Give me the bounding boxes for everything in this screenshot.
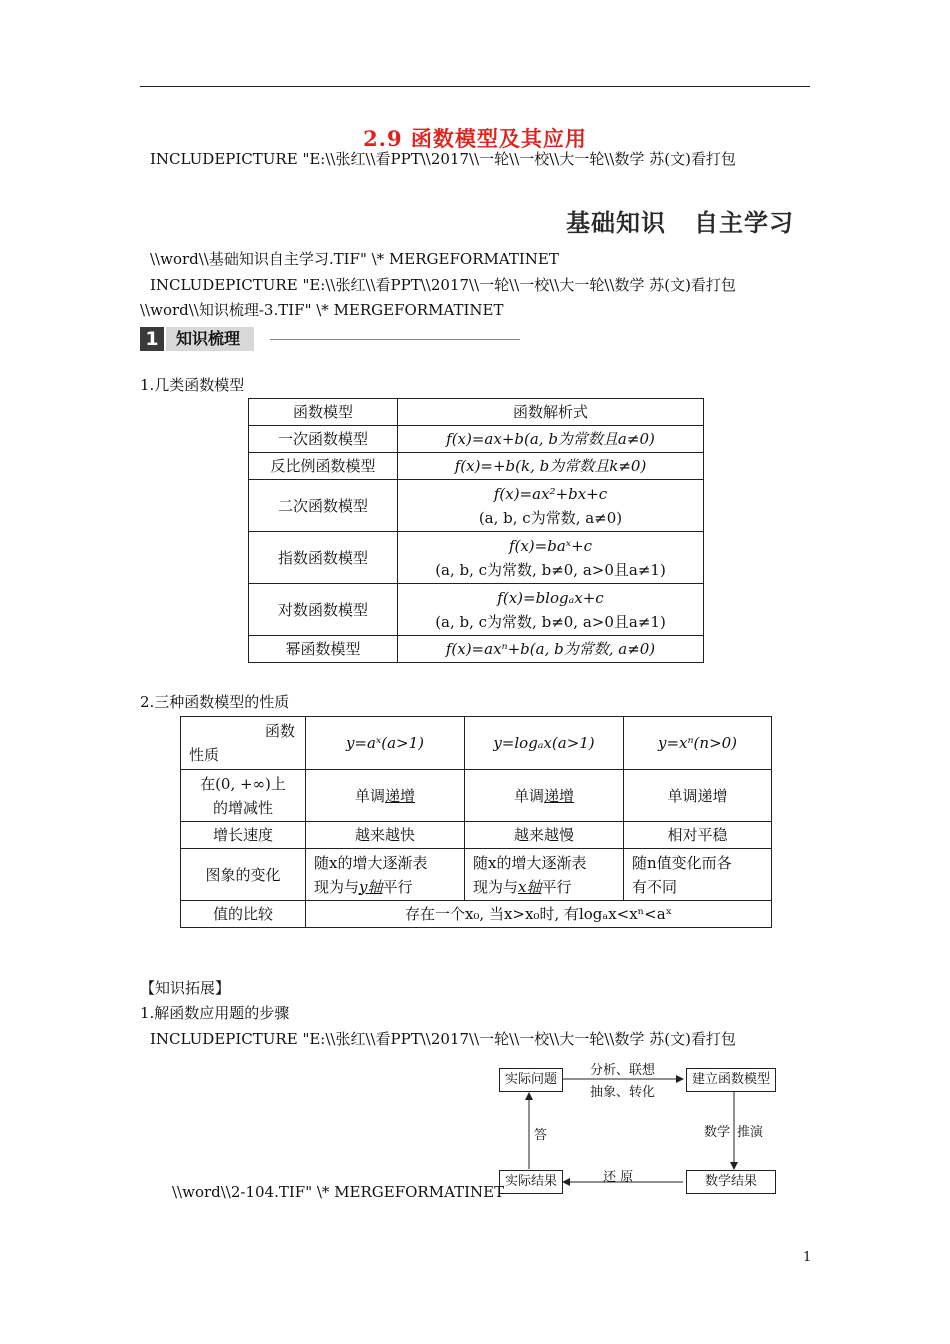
table-header-cell: 函数模型 bbox=[249, 399, 398, 426]
heading-part-a: 基础知识 bbox=[566, 209, 666, 237]
page-title: 2.9 函数模型及其应用 bbox=[363, 126, 587, 151]
include-field-line-6: \\word\\2-104.TIF" \* MERGEFORMATINET bbox=[172, 1183, 505, 1201]
cell-underlined-text: x轴 bbox=[518, 877, 542, 896]
property-cell: 相对平稳 bbox=[624, 822, 772, 849]
top-rule bbox=[140, 86, 810, 87]
extension-heading: 【知识拓展】 bbox=[140, 979, 231, 997]
corner-cell bbox=[181, 717, 306, 770]
flow-box-actual-problem: 实际问题 bbox=[499, 1068, 563, 1092]
flow-box-math-result: 数学结果 bbox=[686, 1170, 776, 1194]
property-cell bbox=[465, 770, 624, 822]
cell-text: 单调 bbox=[354, 786, 385, 805]
row-label: 值的比较 bbox=[181, 901, 306, 928]
corner-bottom-label: 性质 bbox=[189, 746, 220, 764]
include-field-line-3: INCLUDEPICTURE "E:\\张红\\看PPT\\2017\\一轮\\一校\\大一轮\\数学 苏(文)看打包 bbox=[150, 276, 736, 294]
page-number: 1 bbox=[803, 1250, 812, 1265]
formula-condition: (a, b, c为常数, b≠0, a>0且a≠1) bbox=[435, 560, 666, 579]
formula-cell bbox=[398, 532, 704, 584]
flow-label-answer: 答 bbox=[534, 1128, 548, 1143]
cell-text: 单调 bbox=[513, 786, 544, 805]
table-row bbox=[181, 901, 772, 928]
cell-line bbox=[473, 875, 619, 899]
include-field-line-1: INCLUDEPICTURE "E:\\张红\\看PPT\\2017\\一轮\\一校\\大一轮\\数学 苏(文)看打包 bbox=[150, 150, 736, 168]
property-cell bbox=[465, 849, 624, 901]
section-banner bbox=[140, 327, 520, 351]
formula-cell: f(x)=+b(k, b为常数且k≠0) bbox=[398, 453, 704, 480]
table-row bbox=[249, 584, 704, 636]
cell-text: 现为与 bbox=[473, 877, 519, 896]
flow-label-abstract: 抽象、转化 bbox=[590, 1085, 656, 1100]
table-row bbox=[249, 480, 704, 532]
row-label-line: 的增减性 bbox=[212, 798, 273, 817]
formula-cell: f(x)=ax+b(a, b为常数且a≠0) bbox=[398, 426, 704, 453]
cell-line bbox=[314, 875, 460, 899]
cell-text: 平行 bbox=[382, 877, 413, 896]
model-name-cell: 反比例函数模型 bbox=[249, 453, 398, 480]
property-cell bbox=[306, 849, 465, 901]
model-name-cell: 一次函数模型 bbox=[249, 426, 398, 453]
flow-label-restore: 还 原 bbox=[603, 1170, 634, 1185]
function-models-table bbox=[248, 398, 704, 663]
flow-label-derive: 推演 bbox=[737, 1125, 764, 1140]
formula-cell bbox=[398, 480, 704, 532]
function-properties-table bbox=[180, 716, 772, 928]
formula-cell: f(x)=axⁿ+b(a, b为常数, a≠0) bbox=[398, 636, 704, 663]
formula-line: f(x)=ax²+bx+c bbox=[493, 484, 608, 503]
property-cell: 存在一个x₀, 当x>x₀时, 有logₐx<xⁿ<aˣ bbox=[306, 901, 772, 928]
include-field-line-4: \\word\\知识梳理-3.TIF" \* MERGEFORMATINET bbox=[140, 301, 504, 319]
property-cell bbox=[306, 770, 465, 822]
flow-label-analyze: 分析、联想 bbox=[590, 1063, 656, 1078]
table-row bbox=[181, 849, 772, 901]
row-label: 增长速度 bbox=[181, 822, 306, 849]
table-row bbox=[181, 717, 772, 770]
include-field-line-5: INCLUDEPICTURE "E:\\张红\\看PPT\\2017\\一轮\\一校\\大一轮\\数学 苏(文)看打包 bbox=[150, 1030, 736, 1048]
formula-condition: (a, b, c为常数, a≠0) bbox=[478, 508, 623, 527]
cell-text: 现为与 bbox=[314, 877, 360, 896]
flow-box-build-model: 建立函数模型 bbox=[686, 1068, 776, 1092]
cell-line: 随x的增大逐渐表 bbox=[473, 853, 587, 872]
cell-line: 随n值变化而各 bbox=[632, 853, 732, 872]
formula-line: f(x)=blogₐx+c bbox=[497, 588, 604, 607]
model-name-cell: 指数函数模型 bbox=[249, 532, 398, 584]
column-header: y=aˣ(a>1) bbox=[306, 717, 465, 770]
table-row bbox=[181, 822, 772, 849]
cell-underlined-text: y轴 bbox=[359, 877, 383, 896]
property-cell: 越来越快 bbox=[306, 822, 465, 849]
cell-underlined-text: 递增 bbox=[544, 786, 575, 805]
cell-text: 平行 bbox=[541, 877, 572, 896]
model-name-cell: 幂函数模型 bbox=[249, 636, 398, 663]
flow-label-math: 数学 bbox=[704, 1125, 731, 1140]
model-name-cell: 二次函数模型 bbox=[249, 480, 398, 532]
flow-box-actual-result: 实际结果 bbox=[499, 1170, 563, 1194]
item-1-heading: 1.几类函数模型 bbox=[140, 376, 245, 394]
extension-item-1: 1.解函数应用题的步骤 bbox=[140, 1004, 290, 1022]
table-row bbox=[249, 453, 704, 480]
row-label-line: 在(0, +∞)上 bbox=[200, 774, 286, 793]
include-field-line-2: \\word\\基础知识自主学习.TIF" \* MERGEFORMATINET bbox=[150, 250, 559, 268]
row-label bbox=[181, 770, 306, 822]
table-row bbox=[249, 532, 704, 584]
cell-underlined-text: 递增 bbox=[385, 786, 416, 805]
model-name-cell: 对数函数模型 bbox=[249, 584, 398, 636]
section-rule bbox=[270, 339, 520, 340]
section-label: 知识梳理 bbox=[166, 327, 254, 351]
table-header-cell: 函数解析式 bbox=[398, 399, 704, 426]
corner-top-label: 函数 bbox=[264, 722, 295, 740]
property-cell: 越来越慢 bbox=[465, 822, 624, 849]
section-number: 1 bbox=[140, 327, 164, 351]
row-label: 图象的变化 bbox=[181, 849, 306, 901]
formula-line: f(x)=baˣ+c bbox=[508, 536, 593, 555]
cell-line: 随x的增大逐渐表 bbox=[314, 853, 428, 872]
table-row bbox=[249, 426, 704, 453]
table-row bbox=[181, 770, 772, 822]
formula-cell bbox=[398, 584, 704, 636]
heading-part-b: 自主学习 bbox=[694, 209, 794, 237]
item-2-heading: 2.三种函数模型的性质 bbox=[140, 693, 290, 711]
cell-line: 有不同 bbox=[632, 877, 678, 896]
property-cell: 单调递增 bbox=[624, 770, 772, 822]
formula-condition: (a, b, c为常数, b≠0, a>0且a≠1) bbox=[435, 612, 666, 631]
basic-knowledge-heading bbox=[566, 203, 794, 238]
table-row bbox=[249, 399, 704, 426]
table-row bbox=[249, 636, 704, 663]
property-cell bbox=[624, 849, 772, 901]
column-header: y=logₐx(a>1) bbox=[465, 717, 624, 770]
column-header: y=xⁿ(n>0) bbox=[624, 717, 772, 770]
